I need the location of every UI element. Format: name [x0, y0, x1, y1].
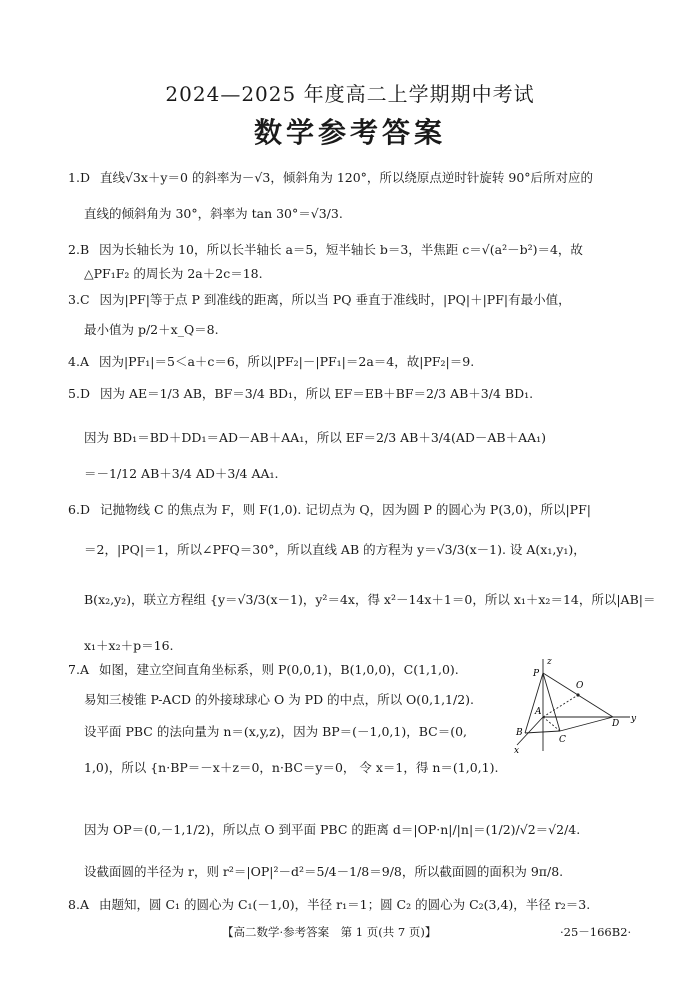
answer-line-q4 [68, 352, 474, 370]
exam-title: 2024—2025 年度高二上学期期中考试 [165, 82, 535, 106]
label-y: y [631, 714, 637, 724]
solution-text: 设截面圆的半径为 r，则 r²＝|OP|²－d²＝5/4－1/8＝9/8，所以截面圆的面积为 9π/8. [84, 864, 564, 879]
solution-text: 因为|PF₁|＝5＜a＋c＝6，所以|PF₂|－|PF₁|＝2a＝4，故|PF₂|＝9. [98, 354, 475, 369]
question-number: 4. [68, 354, 80, 369]
solution-text: 因为 AE＝1/3 AB，BF＝3/4 BD₁，所以 EF＝EB＋BF＝2/3 AB＋3/4 BD₁. [99, 386, 534, 401]
answer-line-q7f [84, 862, 563, 880]
answer-line-q2 [68, 240, 583, 258]
answer-choice: D [79, 386, 90, 401]
label-p: P [533, 669, 540, 679]
solution-text: 因为长轴长为 10，所以长半轴长 a＝5，短半轴长 b＝3，半焦距 c＝√(a²－b²)＝4，故 [99, 242, 583, 257]
solution-text: 如图，建立空间直角坐标系，则 P(0,0,1)，B(1,0,0)，C(1,1,0). [98, 662, 459, 677]
solution-text: 直线√3x＋y＝0 的斜率为－√3，倾斜角为 120°，所以绕原点逆时针旋转 90°后所对应的 [99, 170, 594, 185]
edge-ac [543, 717, 560, 731]
label-x: x [514, 746, 520, 755]
question-number: 1. [68, 170, 80, 185]
solution-text: 最小值为 p/2＋x_Q＝8. [84, 322, 219, 337]
label-z: z [547, 657, 552, 667]
answer-line-q1 [68, 168, 593, 186]
coordinate-figure [505, 655, 640, 755]
answer-line-q7b [84, 690, 474, 708]
answer-choice: B [79, 242, 90, 257]
footer-page-info: 【高二数学·参考答案 第 1 页(共 7 页)】 [222, 925, 437, 939]
solution-text: 由题知，圆 C₁ 的圆心为 C₁(－1,0)，半径 r₁＝1；圆 C₂ 的圆心为 C₂(3,4)，半径 r₂＝3. [98, 897, 591, 912]
edge-cd [560, 717, 613, 731]
answer-line-q5b [84, 428, 546, 446]
edge-pb [525, 673, 543, 733]
label-a: A [535, 707, 542, 717]
answer-line-q3b [84, 320, 219, 338]
solution-text: 直线的倾斜角为 30°，斜率为 tan 30°＝√3/3. [84, 206, 343, 221]
question-number: 3. [68, 292, 80, 307]
solution-text: 易知三棱锥 P-ACD 的外接球球心 O 为 PD 的中点，所以 O(0,1,1/2). [84, 692, 475, 707]
answer-line-q1b [84, 204, 343, 222]
solution-text: ＝－1/12 AB＋3/4 AD＋3/4 AA₁. [84, 466, 279, 481]
solution-text: 因为 BD₁＝BD＋DD₁＝AD－AB＋AA₁，所以 EF＝2/3 AB＋3/4(AD－AB＋AA₁) [84, 430, 547, 445]
answer-subtitle: 数学参考答案 [253, 116, 446, 149]
answer-line-q6 [68, 500, 591, 518]
answer-line-q3 [68, 290, 571, 308]
solution-text: B(x₂,y₂)，联立方程组 {y＝√3/3(x－1)，y²＝4x，得 x²－14x＋1＝0，所以 x₁＋x₂＝14，所以|AB|＝ [84, 592, 656, 607]
answer-line-q5c [84, 464, 279, 482]
edge-ao [543, 695, 578, 717]
footer-code: ·25－166B2· [560, 925, 632, 939]
answer-line-q2b [84, 264, 263, 282]
answer-choice: A [79, 897, 89, 912]
question-number: 2. [68, 242, 80, 257]
solution-text: x₁＋x₂＋p＝16. [84, 638, 174, 653]
point-o [576, 693, 579, 696]
label-d: D [612, 719, 620, 729]
question-number: 8. [68, 897, 80, 912]
answer-choice: C [79, 292, 90, 307]
answer-line-q7d [84, 758, 498, 776]
solution-text: 设平面 PBC 的法向量为 n＝(x,y,z)，因为 BP＝(－1,0,1)，BC＝(0, [84, 724, 468, 739]
label-o: O [576, 681, 584, 691]
question-number: 7. [68, 662, 80, 677]
label-b: B [516, 728, 523, 738]
answer-choice: D [79, 502, 90, 517]
answer-line-q7e [84, 820, 580, 838]
answer-line-q6c [84, 590, 655, 608]
solution-text: 因为 OP＝(0,－1,1/2)，所以点 O 到平面 PBC 的距离 d＝|OP·n|/|n|＝(1/2)/√2＝√2/4. [84, 822, 581, 837]
solution-text: △PF₁F₂ 的周长为 2a＋2c＝18. [84, 266, 263, 281]
question-number: 5. [68, 386, 80, 401]
solution-text: 记抛物线 C 的焦点为 F，则 F(1,0). 记切点为 Q，因为圆 P 的圆心为 P(3,0)，所以|PF| [99, 502, 591, 517]
solution-text: 1,0)，所以 {n·BP＝－x＋z＝0，n·BC＝y＝0， 令 x＝1，得 n＝(1,0,1). [84, 760, 499, 775]
question-number: 6. [68, 502, 80, 517]
label-c: C [559, 735, 566, 745]
answer-choice: A [79, 354, 89, 369]
answer-choice: A [79, 662, 89, 677]
answer-choice: D [79, 170, 90, 185]
solution-text: 因为|PF|等于点 P 到准线的距离，所以当 PQ 垂直于准线时，|PQ|＋|PF|有最小值， [99, 292, 571, 307]
answer-line-q7 [68, 660, 459, 678]
answer-line-q6b [84, 540, 586, 558]
solution-text: ＝2，|PQ|＝1，所以∠PFQ＝30°，所以直线 AB 的方程为 y＝√3/3(x－1). 设 A(x₁,y₁)， [84, 542, 586, 557]
answer-line-q6d [84, 636, 174, 654]
answer-line-q5 [68, 384, 533, 402]
answer-line-q8 [68, 895, 590, 913]
answer-line-q7c [84, 722, 467, 740]
